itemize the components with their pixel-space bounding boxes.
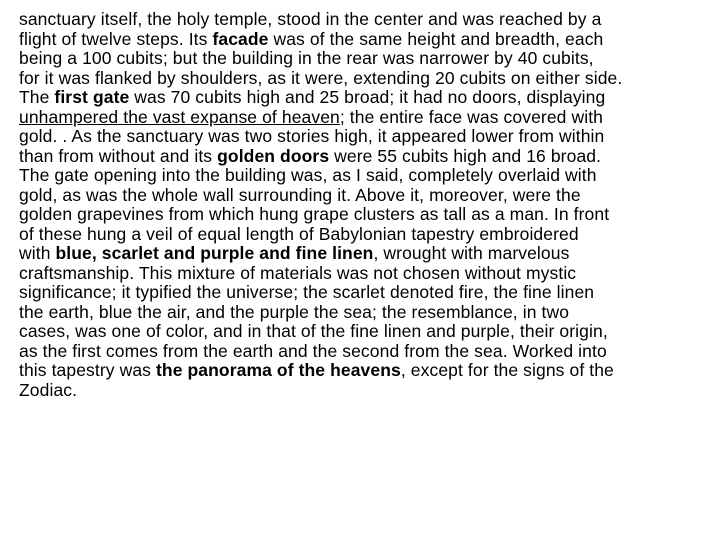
text-line	[19, 49, 715, 69]
text-line	[19, 30, 715, 50]
text-line	[19, 303, 715, 323]
text-line	[19, 166, 715, 186]
highlighted-phrase: the panorama of the heavens	[156, 360, 401, 380]
text-segment: was of the same height and breadth, each	[268, 28, 604, 49]
text-passage	[19, 10, 715, 400]
text-segment: , except for the signs of the	[400, 360, 614, 380]
text-line	[19, 205, 715, 225]
text-segment: as the first comes from the earth and the second from the sea. Worked into	[19, 340, 607, 361]
highlighted-phrase: first gate	[54, 87, 130, 107]
highlighted-phrase: blue, scarlet and purple and fine linen	[55, 243, 374, 263]
text-segment: being a 100 cubits; but the building in the rear was narrower by 40 cubits,	[19, 48, 594, 68]
text-segment: , wrought with marvelous	[373, 243, 570, 263]
text-segment: this tapestry was	[19, 360, 156, 380]
text-segment: were 55 cubits high and 16 broad.	[329, 145, 602, 166]
text-segment: for it was flanked by shoulders, as it were, extending 20 cubits on either side.	[19, 67, 623, 88]
text-segment: than from without and its	[19, 145, 218, 166]
underlined-phrase: unhampered the vast expanse of heaven	[19, 106, 340, 127]
text-line	[19, 342, 715, 362]
highlighted-phrase: golden doors	[217, 145, 330, 166]
text-segment: gold, as was the whole wall surrounding it. Above it, moreover, were the	[19, 184, 581, 205]
text-line	[19, 225, 715, 245]
text-segment: significance; it typified the universe; the scarlet denoted fire, the fine linen	[19, 282, 595, 302]
text-line	[19, 69, 715, 89]
text-segment: ; the entire face was covered with	[339, 106, 603, 127]
text-line	[19, 127, 715, 147]
text-line	[19, 186, 715, 206]
text-segment: flight of twelve steps. Its	[19, 28, 213, 49]
text-line	[19, 322, 715, 342]
text-segment: gold. . As the sanctuary was two stories high, it appeared lower from within	[19, 126, 605, 146]
text-line	[19, 361, 715, 381]
text-line	[19, 264, 715, 284]
text-segment: Zodiac.	[19, 379, 78, 400]
text-segment: sanctuary itself, the holy temple, stood in the center and was reached by a	[19, 9, 602, 29]
text-segment: craftsmanship. This mixture of materials was not chosen without mystic	[19, 262, 577, 283]
text-line	[19, 10, 715, 30]
text-line	[19, 108, 715, 128]
text-line	[19, 88, 715, 108]
text-segment: cases, was one of color, and in that of the fine linen and purple, their origin,	[19, 321, 608, 341]
text-line	[19, 381, 715, 401]
text-segment: of these hung a veil of equal length of Babylonian tapestry embroidered	[19, 223, 579, 244]
text-segment: with	[19, 243, 56, 263]
text-segment: golden grapevines from which hung grape clusters as tall as a man. In front	[19, 204, 610, 224]
text-segment: The	[19, 87, 55, 107]
text-segment: was 70 cubits high and 25 broad; it had no doors, displaying	[129, 87, 606, 107]
text-line	[19, 147, 715, 167]
text-segment: the earth, blue the air, and the purple the sea; the resemblance, in two	[19, 301, 570, 322]
highlighted-phrase: facade	[212, 28, 269, 49]
text-line	[19, 244, 715, 264]
text-line	[19, 283, 715, 303]
text-segment: The gate opening into the building was, as I said, completely overlaid with	[19, 165, 597, 185]
